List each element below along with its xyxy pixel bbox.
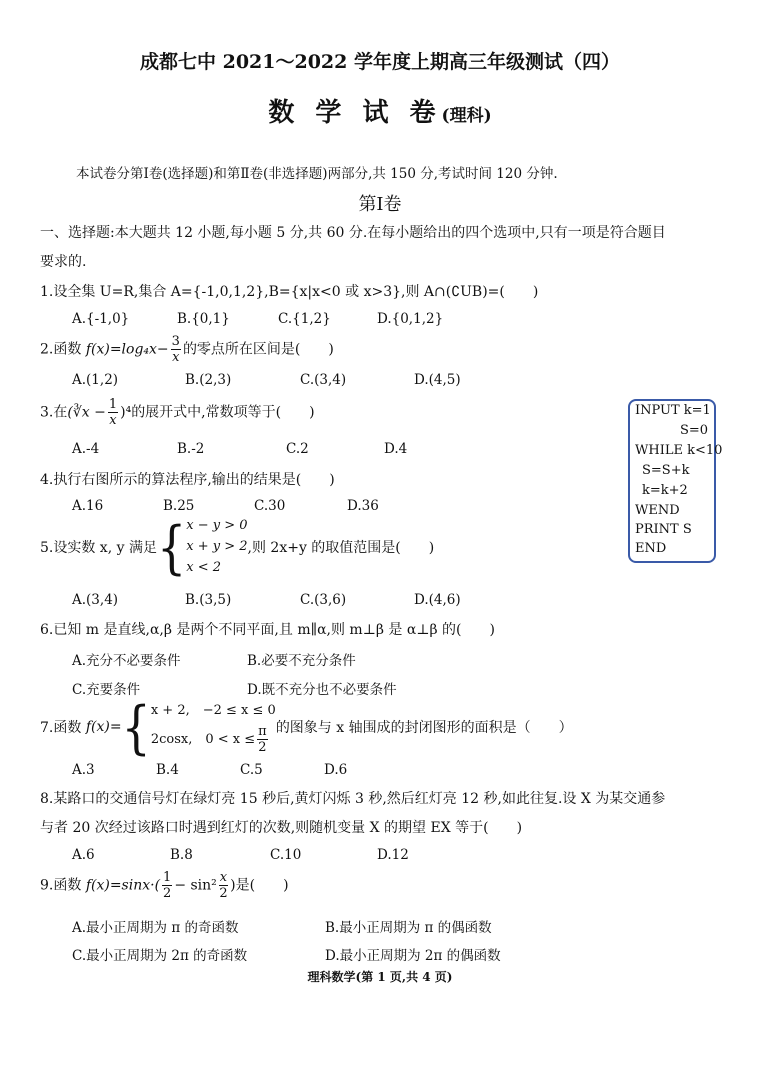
q2-option-d: D.(4,5) (414, 372, 461, 388)
q5-brace: { (156, 512, 187, 581)
q3-option-b: B.-2 (177, 441, 205, 457)
q8-option-b: B.8 (170, 847, 193, 863)
q5-option-a: A.(3,4) (72, 592, 119, 608)
subject-title (0, 92, 760, 129)
q8-option-c: C.10 (270, 847, 302, 863)
program-line-8: END (635, 541, 667, 556)
q8-option-d: D.12 (377, 847, 409, 863)
q2-fraction: $\frac{3}{x}$ (171, 334, 180, 365)
program-line-2: S=0 (680, 423, 709, 438)
q3-option-d: D.4 (384, 441, 408, 457)
q9-option-b: B.最小正周期为 π 的偶函数 (325, 920, 492, 936)
q9-option-a: A.最小正周期为 π 的奇函数 (72, 920, 239, 936)
q2-option-b: B.(2,3) (185, 372, 232, 388)
q1-option-c: C.{1,2} (278, 311, 331, 327)
algorithm-program-box (628, 399, 723, 563)
q1-option-b: B.{0,1} (177, 311, 230, 327)
question-8: 8.某路口的交通信号灯在绿灯亮 15 秒后,黄灯闪烁 3 秒,然后红灯亮 12 秒,如此往复.设 X 为某交通参 (40, 791, 666, 807)
q9-option-d: D.最小正周期为 2π 的偶函数 (325, 948, 501, 964)
q7-option-c: C.5 (240, 762, 263, 778)
page-footer: 理科数学(第 1 页,共 4 页) (307, 970, 453, 984)
q7-option-d: D.6 (324, 762, 348, 778)
question-6: 6.已知 m 是直线,α,β 是两个不同平面,且 m∥α,则 m⊥β 是 α⊥β 的( ) (40, 622, 495, 638)
q1-option-d: D.{0,1,2} (377, 311, 444, 327)
question-7: 7.函数 f(x)={ x + 2, −2 ≤ x ≤ 0 2cosx, 0 < x ≤ $\frac{\pi}{2}$ 的图象与 x 轴围成的封闭图形的面积是（ ） (40, 692, 573, 761)
question-4: 4.执行右图所示的算法程序,输出的结果是( ) (40, 472, 335, 488)
program-line-5: k=k+2 (642, 483, 688, 498)
q7-brace: { (121, 692, 151, 761)
program-line-4: S=S+k (642, 463, 690, 478)
q2-option-c: C.(3,4) (300, 372, 347, 388)
question-8-cont: 与者 20 次经过该路口时遇到红灯的次数,则随机变量 X 的期望 EX 等于( ) (40, 820, 523, 836)
question-3: 3.在(∛x − $\frac{1}{x}$ )⁴的展开式中,常数项等于( ) (40, 397, 315, 428)
q5-conditions: x − y > 0 x + y > 2 x < 2 (186, 518, 248, 575)
q5-option-c: C.(3,6) (300, 592, 347, 608)
question-1: 1.设全集 U=R,集合 A={-1,0,1,2},B={x|x<0 或 x>3},则 A∩(∁UB)=( ) (40, 284, 539, 300)
exam-title: 成都七中 2021～2022 学年度上期高三年级测试（四） (140, 51, 620, 73)
q4-option-a: A.16 (72, 498, 104, 514)
program-line-6: WEND (635, 503, 680, 518)
q4-option-d: D.36 (347, 498, 379, 514)
q6-option-c: C.充要条件 (72, 682, 141, 698)
q6-option-b: B.必要不充分条件 (247, 653, 356, 669)
subject-sub: (理科) (441, 106, 492, 126)
q3-option-c: C.2 (286, 441, 309, 457)
q2-option-a: A.(1,2) (72, 372, 119, 388)
q7-option-b: B.4 (156, 762, 179, 778)
q7-option-a: A.3 (72, 762, 95, 778)
intro-text: 本试卷分第Ⅰ卷(选择题)和第Ⅱ卷(非选择题)两部分,共 150 分,考试时间 120 分钟. (76, 166, 558, 182)
section-heading: 一、选择题:本大题共 12 小题,每小题 5 分,共 60 分.在每小题给出的四个选项中,只有一项是符合题目 (40, 225, 666, 241)
q8-option-a: A.6 (72, 847, 95, 863)
q3-fraction: $\frac{1}{x}$ (108, 397, 118, 428)
program-line-1: INPUT k=1 (635, 403, 711, 418)
q5-option-d: D.(4,6) (414, 592, 461, 608)
question-9: 9.函数 f(x)=sinx·( $\frac{1}{2}$ − sin² $\frac{x}{2}$ )是( ) (40, 870, 289, 901)
part1-title: 第Ⅰ卷 (358, 194, 402, 215)
q3-option-a: A.-4 (72, 441, 100, 457)
question-2: 2.函数 f(x)=log₄x− $\frac{3}{x}$ 的零点所在区间是( ) (40, 334, 334, 365)
q7-cases: x + 2, −2 ≤ x ≤ 0 2cosx, 0 < x ≤ $\frac{\pi}{2}$ (150, 703, 276, 755)
q4-option-b: B.25 (163, 498, 195, 514)
question-5: 5.设实数 x, y 满足{ x − y > 0 x + y > 2 x < 2 ,则 2x+y 的取值范围是( ) (40, 512, 435, 581)
section-heading-cont: 要求的. (40, 254, 87, 270)
q9-option-c: C.最小正周期为 2π 的奇函数 (72, 948, 248, 964)
q6-option-a: A.充分不必要条件 (72, 653, 181, 669)
q6-option-d: D.既不充分也不必要条件 (247, 682, 397, 698)
subject-name: 数 学 试 卷 (268, 98, 442, 128)
program-line-7: PRINT S (635, 522, 692, 537)
q1-option-a: A.{-1,0} (72, 311, 130, 327)
program-line-3: WHILE k<10 (635, 443, 723, 458)
q5-option-b: B.(3,5) (185, 592, 232, 608)
q4-option-c: C.30 (254, 498, 286, 514)
